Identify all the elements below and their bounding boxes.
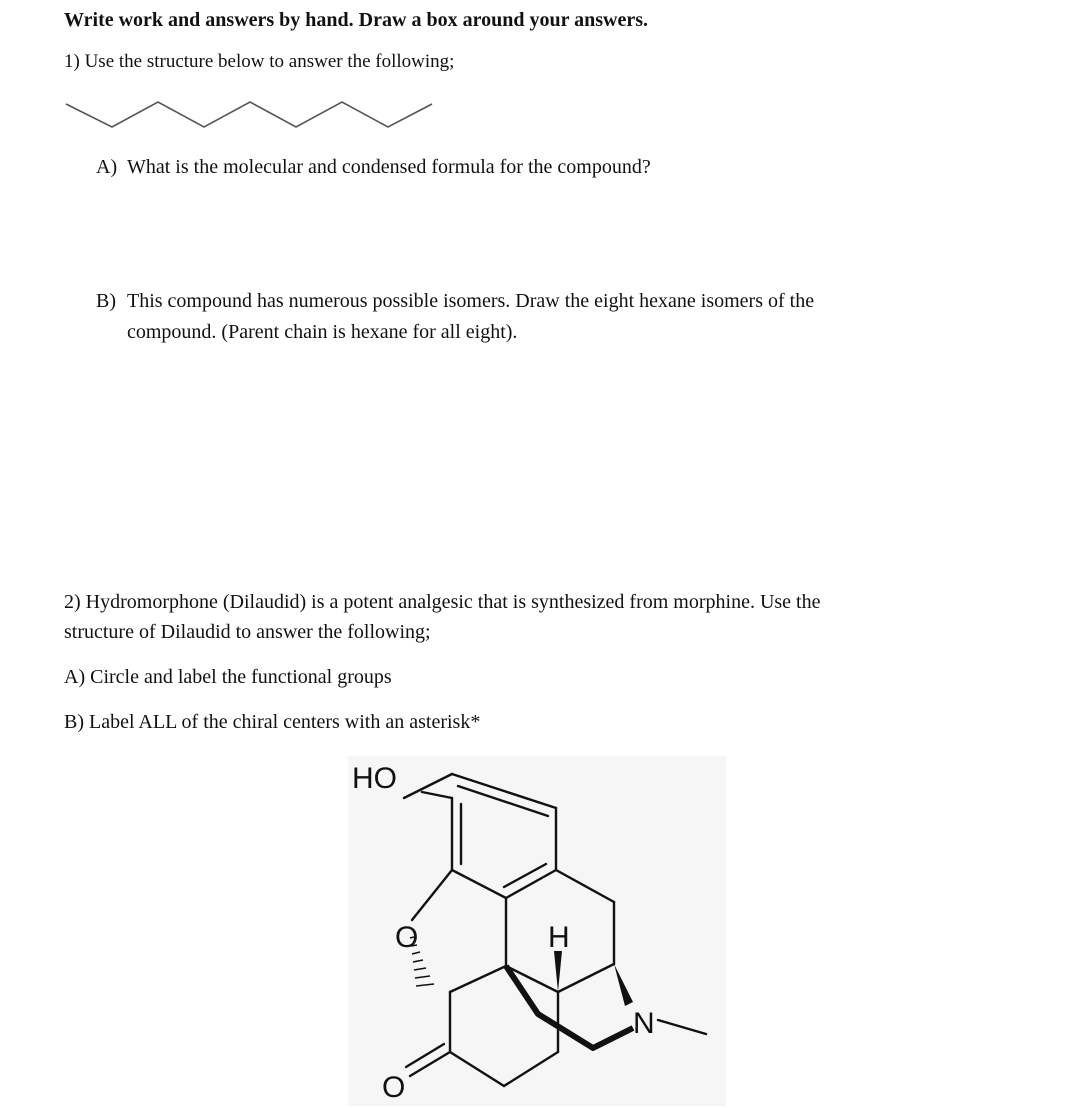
instructions-heading: Write work and answers by hand. Draw a box around your answers. bbox=[64, 9, 648, 31]
dilaudid-structure bbox=[348, 756, 726, 1106]
question-1b-line-1: This compound has numerous possible isomers. Draw the eight hexane isomers of the bbox=[127, 290, 815, 312]
question-1-prompt: 1) Use the structure below to answer the following; bbox=[64, 51, 455, 72]
question-1a-text: What is the molecular and condensed formula for the compound? bbox=[127, 156, 651, 178]
dilaudid-structure-drawing bbox=[348, 756, 726, 1106]
atom-label-nitrogen: N bbox=[633, 1007, 655, 1040]
alkane-skeletal-structure bbox=[62, 96, 438, 134]
question-1a-label: A) bbox=[96, 156, 118, 178]
question-2a: A) Circle and label the functional groups bbox=[64, 666, 392, 688]
question-1b-label: B) bbox=[96, 290, 116, 312]
question-2b: B) Label ALL of the chiral centers with an asterisk* bbox=[64, 711, 481, 733]
atom-label-ring-oxygen: O bbox=[395, 921, 419, 954]
question-2-prompt-line-2: structure of Dilaudid to answer the following; bbox=[64, 621, 431, 643]
question-1b-line-2: compound. (Parent chain is hexane for all eight). bbox=[127, 321, 518, 343]
atom-label-ketone-oxygen: O bbox=[382, 1071, 406, 1104]
atom-label-ho: HO bbox=[352, 762, 397, 795]
atom-label-hydrogen: H bbox=[548, 921, 570, 954]
question-2-prompt-line-1: 2) Hydromorphone (Dilaudid) is a potent analgesic that is synthesized from morphine. Use the bbox=[64, 591, 821, 613]
